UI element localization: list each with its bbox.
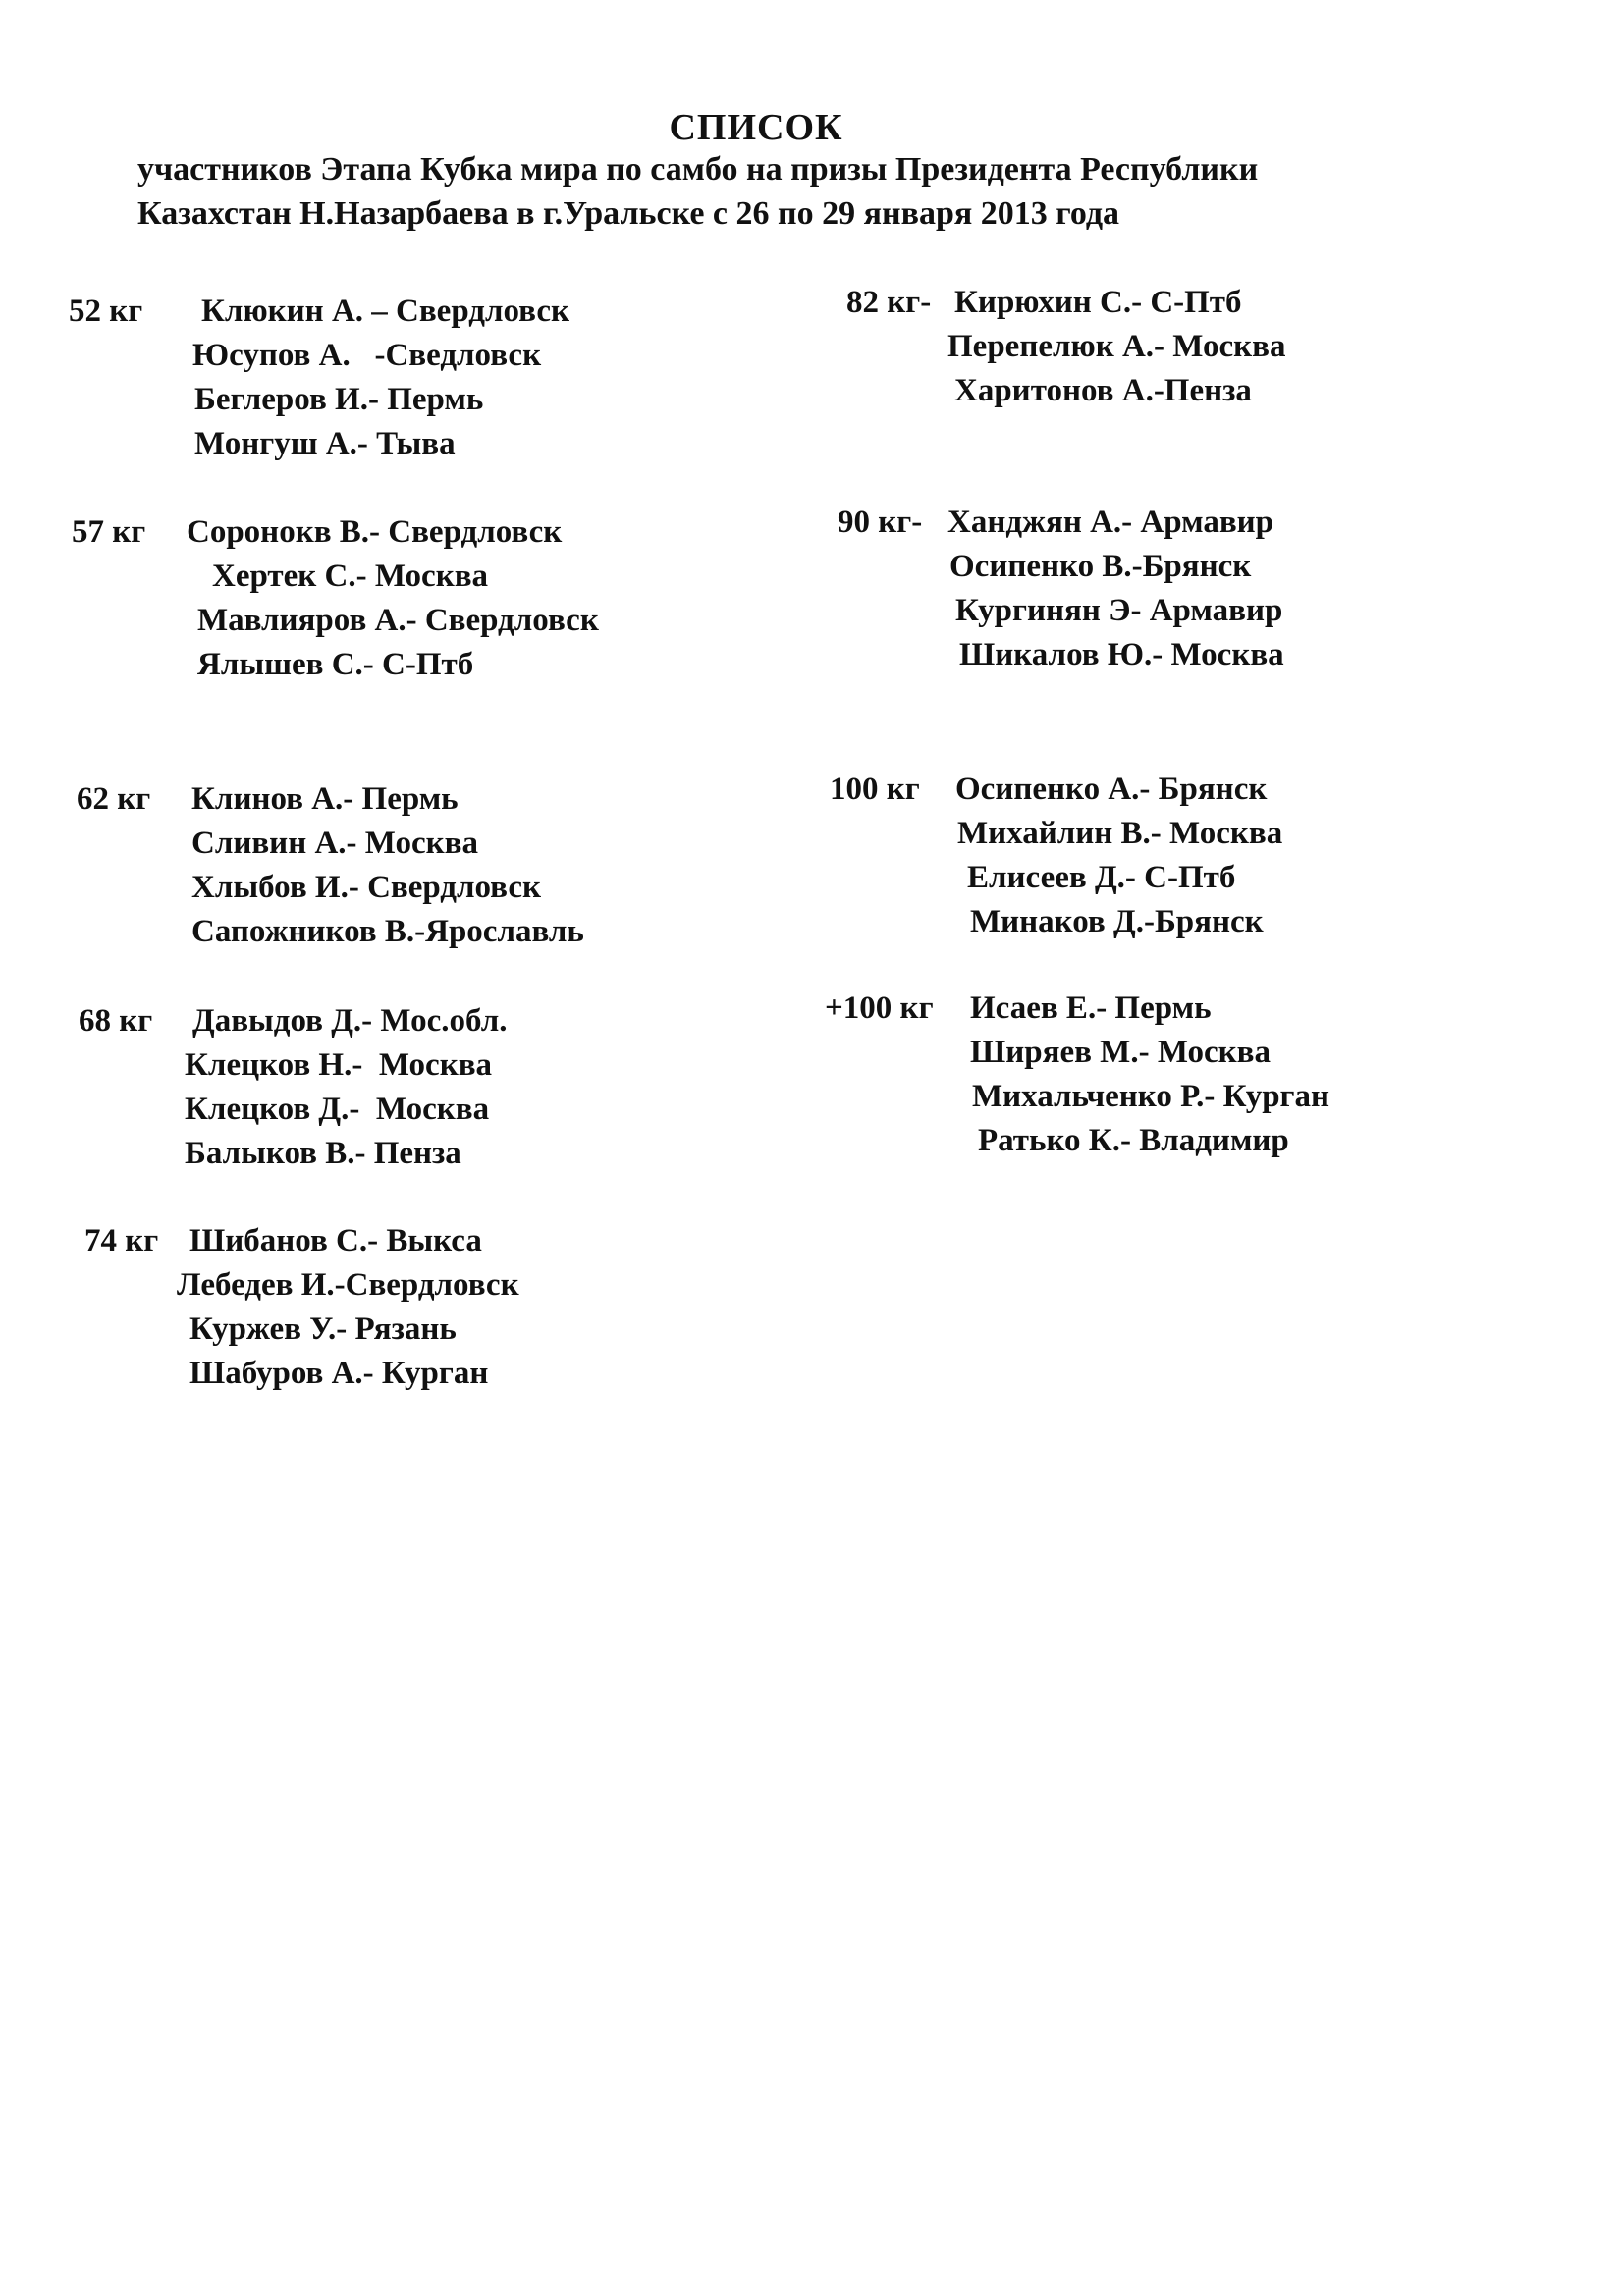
athlete-entry: Юсупов А. -Сведловск — [192, 338, 542, 373]
athlete-entry: Ширяев М.- Москва — [970, 1035, 1272, 1070]
athlete-entry: Балыков В.- Пенза — [185, 1136, 461, 1171]
weight-label: 74 кг — [84, 1223, 159, 1258]
athlete-entry: Ханджян А.- Армавир — [947, 505, 1274, 540]
athlete-entry: Клинов А.- Пермь — [191, 781, 459, 817]
athlete-entry: Беглеров И.- Пермь — [194, 382, 484, 417]
athlete-entry: Клецков Д.- Москва — [185, 1092, 490, 1127]
weight-group-90 — [838, 501, 1284, 677]
weight-label: 100 кг — [830, 772, 920, 807]
athlete-entry: Осипенко А.- Брянск — [955, 772, 1268, 807]
weight-label: 52 кг — [69, 294, 143, 329]
athlete-entry: Перепелюк А.- Москва — [947, 329, 1286, 364]
athlete-entry: Кирюхин С.- С-Птб — [954, 285, 1242, 320]
weight-group-100 — [830, 768, 1282, 944]
athlete-entry: Харитонов А.-Пенза — [954, 373, 1252, 408]
athlete-entry: Давыдов Д.- Мос.обл. — [192, 1003, 508, 1039]
weight-group-82 — [846, 281, 1286, 413]
athlete-entry: Лебедев И.-Свердловск — [177, 1267, 519, 1303]
athlete-entry: Исаев Е.- Пермь — [970, 990, 1212, 1026]
weight-group-57 — [72, 510, 599, 687]
athlete-entry: Осипенко В.-Брянск — [949, 549, 1252, 584]
athlete-entry: Сливин А.- Москва — [191, 826, 478, 861]
athlete-entry: Михайлин В.- Москва — [957, 816, 1283, 851]
athlete-entry: Клюкин А. – Свердловск — [201, 294, 570, 329]
athlete-entry: Кургинян Э- Армавир — [955, 593, 1283, 628]
weight-group-62 — [77, 777, 584, 954]
weight-label: 68 кг — [79, 1003, 153, 1039]
athlete-entry: Хлыбов И.- Свердловск — [191, 870, 542, 905]
weight-label: 82 кг- — [846, 285, 932, 320]
athlete-entry: Монгуш А.- Тыва — [194, 426, 456, 461]
athlete-entry: Соронокв В.- Свердловск — [187, 514, 563, 550]
document-title: СПИСОК — [669, 107, 843, 148]
athlete-entry: Шибанов С.- Выкса — [189, 1223, 482, 1258]
athlete-entry: Сапожников В.-Ярославль — [191, 914, 584, 949]
athlete-entry: Минаков Д.-Брянск — [970, 904, 1264, 939]
athlete-entry: Клецков Н.- Москва — [185, 1047, 493, 1083]
athlete-entry: Куржев У.- Рязань — [189, 1311, 457, 1347]
weight-group-68 — [79, 999, 507, 1176]
subtitle-line-1: участников Этапа Кубка мира по самбо на призы Президента Республики — [137, 151, 1259, 187]
weight-label: +100 кг — [825, 990, 934, 1026]
athlete-entry: Ратько К.- Владимир — [978, 1123, 1289, 1158]
athlete-entry: Елисеев Д.- С-Птб — [967, 860, 1236, 895]
weight-group-plus-100 — [825, 987, 1329, 1163]
document-subtitle — [137, 147, 1258, 236]
athlete-entry: Михальченко Р.- Курган — [972, 1079, 1330, 1114]
weight-label: 62 кг — [77, 781, 151, 817]
weight-group-74 — [84, 1219, 519, 1396]
athlete-entry: Мавлияров А.- Свердловск — [197, 603, 599, 638]
weight-label: 57 кг — [72, 514, 146, 550]
weight-label: 90 кг- — [838, 505, 923, 540]
athlete-entry: Шикалов Ю.- Москва — [959, 637, 1284, 672]
athlete-entry: Шабуров А.- Курган — [189, 1356, 489, 1391]
athlete-entry: Ялышев С.- С-Птб — [197, 647, 474, 682]
athlete-entry: Хертек С.- Москва — [212, 559, 489, 594]
weight-group-52 — [69, 290, 569, 466]
subtitle-line-2: Казахстан Н.Назарбаева в г.Уральске с 26 по 29 января 2013 года — [137, 195, 1120, 232]
